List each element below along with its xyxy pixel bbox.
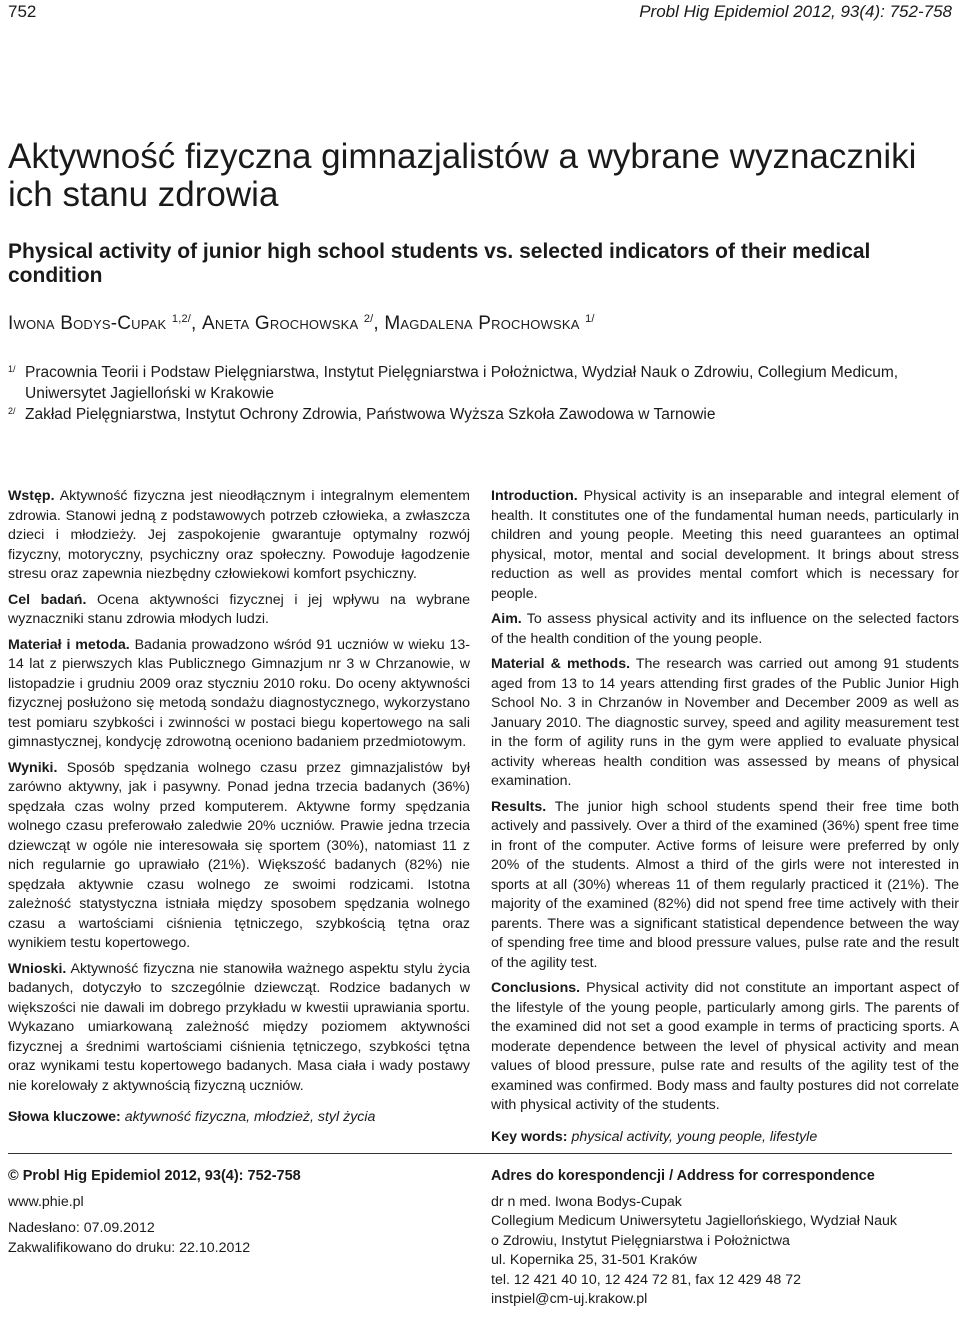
section-text: Badania prowadzono wśród 91 uczniów w wieku 13-14 lat z pierwszych klas Publicznego Gimnazjum nr 3 w Chrzanowie, w listopadzie i grudniu 2009 oraz styczniu 2010 roku. Do oceny aktywności fizycznej posłużono się metodą sondażu diagnostycznego, wykorzystano test pomiaru szybkości i zwinności w postaci biegu kopertowego na sali gimnastycznej, kondycję zdrowotną oceniono badaniem przedmiotowym. <box>8 636 470 750</box>
accepted-date: Zakwalifikowano do druku: 22.10.2012 <box>8 1239 251 1256</box>
author-list <box>8 313 595 335</box>
copyright-line: © Probl Hig Epidemiol 2012, 93(4): 752-758 <box>8 1168 301 1184</box>
abstract-section <box>8 487 470 585</box>
abstract-polish <box>8 487 470 1134</box>
journal-url-link[interactable]: www.phie.pl <box>8 1193 84 1210</box>
correspondence-line: dr n med. Iwona Bodys-Cupak <box>491 1193 682 1210</box>
abstract-section <box>8 960 470 1097</box>
section-label: Aim. <box>491 611 522 627</box>
affiliation-number: 1/ <box>8 364 16 374</box>
section-text: Aktywność fizyczna jest nieodłącznym i integralnym elementem zdrowia. Stanowi jedną z podstawowych potrzeb człowieka, a zwłaszcza dzieci i młodzieży. Jej zaspokojenie gwarantuje optymalny rozwój fizyczny, motoryczny, psychiczny oraz społeczny. Powoduje łagodzenie stresu oraz zapewnia niezbędny człowiekowi komfort psychiczny. <box>8 488 470 582</box>
section-text: Sposób spędzania wolnego czasu przez gimnazjalistów był zarówno aktywny, jak i pasywny. Ponad jedna trzecia badanych (36%) spędzała czas wolny przed komputerem. Aktywne formy spędzania wolnego czasu preferowało zaledwie 20% uczniów. Prawie jedna trzecia dziewcząt w ogóle nie interesowała się sportem (30%), natomiast 11 z nich regularnie go uprawiało (21%). Większość badanych (82%) nie spędzała aktywnie czasu wolnego ze swoimi rodzicami. Istotna zależność statystyczna istniała między sposobem spędzania wolnego czasu a wartościami ciśnienia tętniczego, szybkością tętna oraz wynikiem testu kopertowego. <box>8 759 470 951</box>
keywords-text: physical activity, young people, lifestyle <box>571 1128 818 1145</box>
section-label: Conclusions. <box>491 980 581 996</box>
correspondence-line: o Zdrowiu, Instytut Pielęgniarstwa i Położnictwa <box>491 1232 790 1249</box>
journal-citation: Probl Hig Epidemiol 2012, 93(4): 752-758 <box>639 2 952 21</box>
abstract-section <box>491 655 959 792</box>
author-name: Magdalena Prochowska <box>384 313 580 334</box>
abstract-english <box>491 487 959 1153</box>
affiliation-text: Zakład Pielęgniarstwa, Instytut Ochrony Zdrowia, Państwowa Wyższa Szkoła Zawodowa w Tarnowie <box>25 406 716 423</box>
abstract-section <box>491 487 959 604</box>
section-text: The research was carried out among 91 students aged from 13 to 14 years attending first grades of the Public Junior High School No. 3 in Chrzanów in November and December 2009 as well as January 2010. The diagnostic survey, speed and agility measurement test in the form of agility runs in the gym were applied to evaluate physical activity whereas health condition was assessed by means of physical examination. <box>491 656 960 789</box>
abstract-section <box>491 979 959 1116</box>
abstract-section <box>491 610 959 649</box>
section-text: Ocena aktywności fizycznej i jej wpływu na wybrane wyznaczniki stanu zdrowia młodych ludzi. <box>8 591 470 627</box>
section-label: Material & methods. <box>491 656 631 672</box>
correspondence-heading: Adres do korespondencji / Address for correspondence <box>491 1168 875 1184</box>
author-name: Iwona Bodys-Cupak <box>8 313 167 334</box>
submitted-date: Nadesłano: 07.09.2012 <box>8 1220 155 1236</box>
correspondence-address <box>491 1167 951 1310</box>
page-number: 752 <box>8 2 37 21</box>
section-label: Materiał i metoda. <box>8 636 130 653</box>
section-label: Cel badań. <box>8 591 87 608</box>
section-label: Introduction. <box>491 488 578 504</box>
publication-info <box>8 1167 468 1258</box>
affiliation-number: 2/ <box>8 406 16 416</box>
section-text: Aktywność fizyczna nie stanowiła ważnego aspektu stylu życia badanych, dotyczyło to szczególnie dziewcząt. Rodzice badanych w większości nie dawali im dobrego przykładu w kwestii uprawiania sportu. Wykazano umiarkowaną zależność między poziomem aktywności fizycznej a średnimi wartościami ciśnienia tętniczego, szybkości tętna oraz wynikami testu kopertowego badanych. Masa ciała i wady postawy nie korelowały z aktywnością fizyczną uczniów. <box>8 960 470 1094</box>
affiliation <box>8 362 953 404</box>
author-affiliation-ref: 1,2/ <box>171 313 192 325</box>
section-label: Results. <box>491 798 547 815</box>
correspondence-line: tel. 12 421 40 10, 12 424 72 81, fax 12 429 48 72 <box>491 1271 802 1288</box>
keywords-label: Key words: <box>491 1128 568 1145</box>
author-separator: , <box>373 313 385 334</box>
article-title: Aktywność fizyczna gimnazjalistów a wybrane wyznaczniki ich stanu zdrowia <box>8 137 917 214</box>
correspondence-line: ul. Kopernika 25, 31-501 Kraków <box>491 1252 697 1268</box>
section-text: Physical activity did not constitute an important aspect of the lifestyle of the young people, particularly among girls. The parents of the examined did not set a good example in terms of practicing sports. A moderate dependence between the level of physical activity and mean values of blood pressure, pulse rate and results of the agility test of the examined was confirmed. Body mass and faulty postures did not correlate with physical activity of the students. <box>491 980 959 1113</box>
keywords-label: Słowa kluczowe: <box>8 1109 121 1125</box>
abstract-section <box>8 636 470 753</box>
section-label: Wyniki. <box>8 759 58 776</box>
section-text: To assess physical activity and its influence on the selected factors of the health condition of the young people. <box>491 611 960 647</box>
author-affiliation-ref: 1/ <box>585 313 595 325</box>
author-separator: , <box>191 313 203 334</box>
author-name: Aneta Grochowska <box>202 313 359 334</box>
article-subtitle: Physical activity of junior high school students vs. selected indicators of their medical condition <box>8 240 871 287</box>
section-label: Wnioski. <box>8 960 67 977</box>
keywords-text: aktywność fizyczna, młodzież, styl życia <box>124 1109 376 1125</box>
footer-divider <box>8 1153 952 1154</box>
affiliation <box>8 404 953 425</box>
section-label: Wstęp. <box>8 488 55 504</box>
running-header <box>8 2 952 24</box>
abstract-section <box>8 759 470 954</box>
affiliation-text: Pracownia Teorii i Podstaw Pielęgniarstwa, Instytut Pielęgniarstwa i Położnictwa, Wydział Nauk o Zdrowiu, Collegium Medicum, Uniwersytet Jagielloński w Krakowie <box>25 364 899 402</box>
author-affiliation-ref: 2/ <box>363 313 374 325</box>
keywords <box>491 1128 959 1148</box>
section-text: The junior high school students spend their free time both actively and passively. Over a third of the examined (36%) spent free time in front of the computer. Active forms of leisure were preferred by only 20% of the students. Almost a third of the girls were not interested in sports at all (30%) whereas 11 of them regularly practiced it (21%). The majority of the examined (82%) did not spend free time actively with their parents. There was a significant statistical dependence between the way of spending free time and blood pressure values, pulse rate and the result of the agility test. <box>491 798 959 971</box>
correspondence-line: Collegium Medicum Uniwersytetu Jagiellońskiego, Wydział Nauk <box>491 1213 897 1229</box>
email-link[interactable]: instpiel@cm-uj.krakow.pl <box>491 1291 648 1307</box>
keywords <box>8 1108 470 1128</box>
spacer <box>8 1212 468 1219</box>
section-text: Physical activity is an inseparable and integral element of health. It constitutes one of the fundamental human needs, particularly in children and young people. Meeting this need guarantees an optimal physical, motor, mental and social development. It brings about stress reduction as well as provides mental comfort which is necessary for people. <box>491 488 959 602</box>
abstract-section <box>8 591 470 630</box>
abstract-section <box>491 798 959 974</box>
affiliations <box>8 362 953 425</box>
